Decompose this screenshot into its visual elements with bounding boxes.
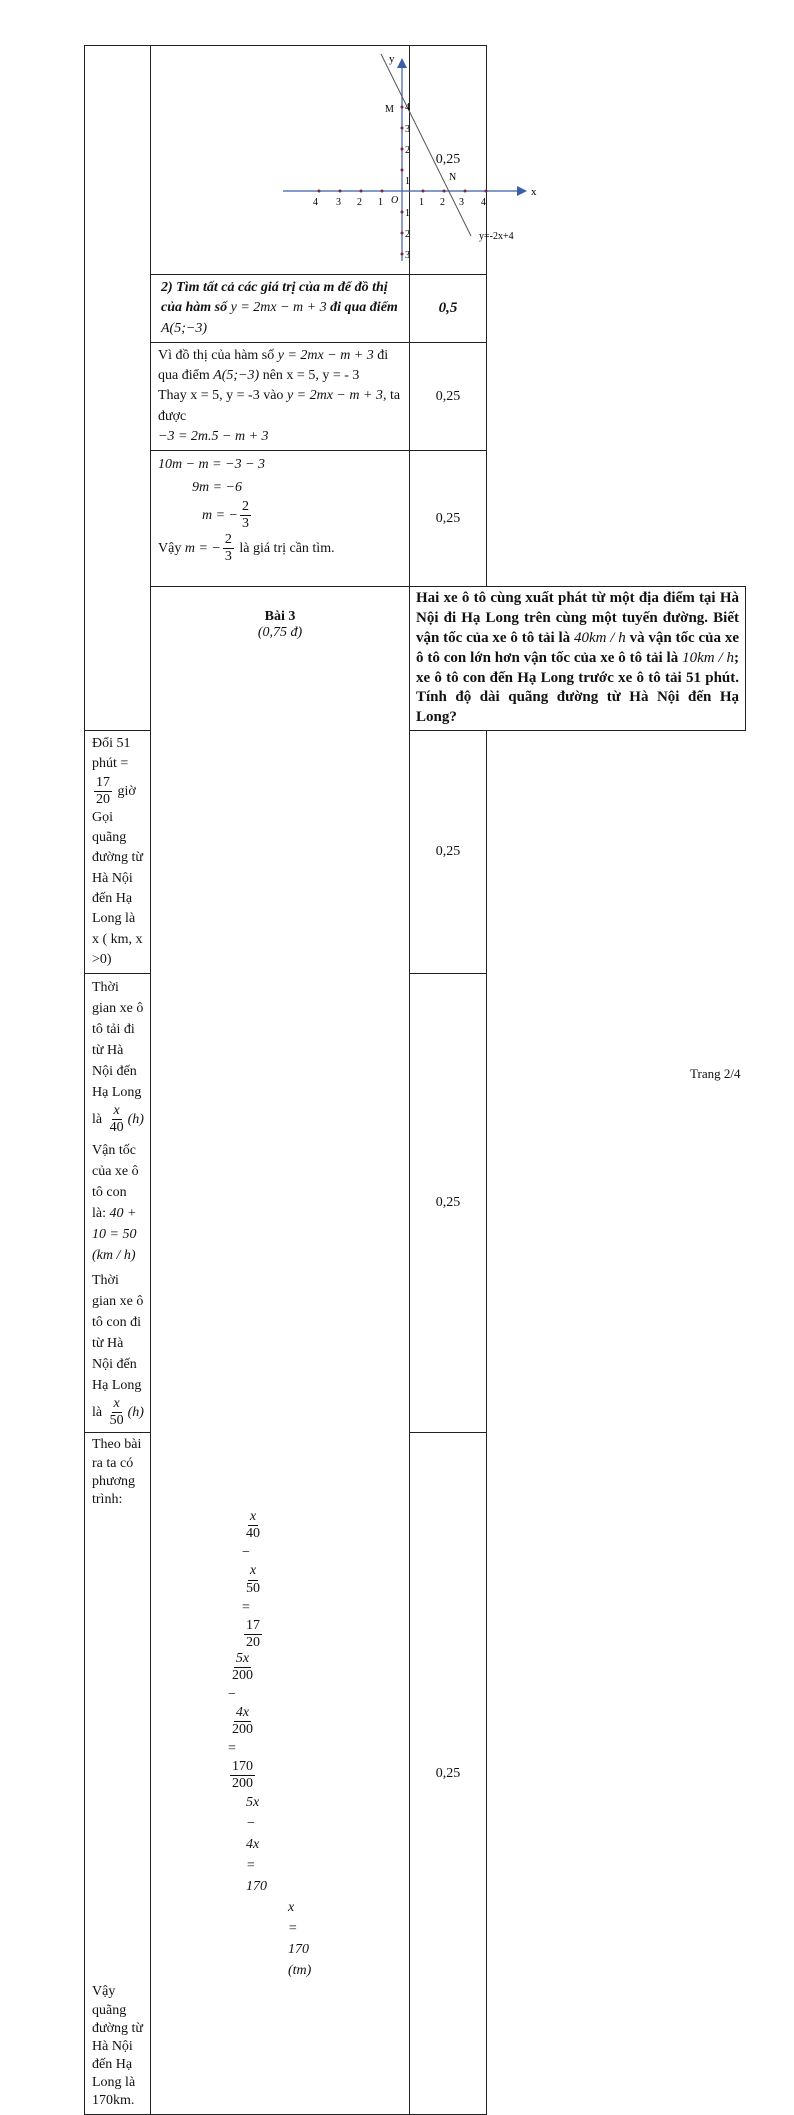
function-line xyxy=(381,54,471,236)
score-cell: 0,25 xyxy=(410,974,487,1433)
x-tick-label: 4 xyxy=(313,197,318,208)
step-line: Gọi quãng đường từ Hà Nội đến Hạ Long là x ( km, x >0) xyxy=(92,809,143,967)
page-number: Trang 2/4 xyxy=(690,1066,741,1081)
line-label: y=-2x+4 xyxy=(479,231,514,242)
y-tick-label: 3 xyxy=(405,124,410,135)
graph-row xyxy=(85,46,746,275)
x-tick-label: 2 xyxy=(440,197,445,208)
fraction: $\frac{x}{40}$ xyxy=(246,1509,260,1542)
x-axis-label: x xyxy=(531,186,537,198)
equation-line: $\frac{5x}{200}$ − $\frac{4x}{200}$ = $\frac{170}{200}$ xyxy=(228,1650,253,1792)
step-line: Vận tốc của xe ô tô con là: 40 + 10 = 50 (km / h) xyxy=(92,1143,139,1264)
step-line: Vì đồ thị của hàm số y = 2mx − m + 3 đi qua điểm A(5;−3) nên x = 5, y = - 3 xyxy=(158,347,389,384)
x-tick-label: 3 xyxy=(459,197,464,208)
point-n-label: N xyxy=(449,172,457,183)
step-line: Theo bài ra ta có phương trình: xyxy=(92,1437,142,1508)
step-line: 10m − m = −3 − 3 xyxy=(158,457,266,473)
y-tick-label: 1 xyxy=(405,176,410,187)
y-axis-label: y xyxy=(389,53,395,65)
part2-heading: 2) Tìm tất cả các giá trị của m để đồ thị của hàm số y = 2mx − m + 3 đi qua điểm A(5;−3) xyxy=(161,280,398,336)
score-cell: 0,25 xyxy=(410,730,487,973)
bai3-points: (0,75 đ) xyxy=(257,625,303,641)
coordinate-graph xyxy=(151,46,668,274)
step-line: m = − $\frac{2}{3}$ xyxy=(202,499,250,532)
equation-block: $\frac{x}{40}$ − $\frac{x}{50}$ = $\frac{17}{20}$ $\frac{5x}{200}$ − $\frac{4x}{200}$ = $\frac{170}{200}$ 5x − 4x = 170 x = 170 (tm) xyxy=(92,1509,242,1981)
y-axis-arrow-icon xyxy=(397,58,407,68)
score-cell: 0,5 xyxy=(410,275,487,343)
step-line: Vậy m = − $\frac{2}{3}$ là giá trị cần tìm. xyxy=(158,532,335,565)
fraction: $\frac{17}{20}$ xyxy=(246,1617,260,1650)
y-tick-label: 2 xyxy=(405,145,410,156)
fraction: $\frac{2}{3}$ xyxy=(242,499,250,532)
fraction: $\frac{5x}{200}$ xyxy=(232,1650,253,1683)
equation-line: x = 170 (tm) xyxy=(288,1900,312,1979)
fraction: $\frac{170}{200}$ xyxy=(232,1759,253,1792)
answer-table xyxy=(84,45,746,2115)
y-tick-label: 1 xyxy=(405,208,410,219)
y-tick-label: 4 xyxy=(405,102,410,113)
score-cell: 0,25 xyxy=(410,342,487,450)
score-cell: 0,25 xyxy=(410,451,487,587)
part2-step1-row xyxy=(85,342,746,450)
fraction: $\frac{4x}{200}$ xyxy=(232,1704,253,1738)
fraction: $\frac{x}{40}$ xyxy=(109,1103,124,1136)
part2-step2-row xyxy=(85,451,746,587)
origin-label: O xyxy=(391,195,399,206)
step-line: Đổi 51 phút = $\frac{17}{20}$ giờ xyxy=(92,735,136,807)
step-line: −3 = 2m.5 − m + 3 xyxy=(158,429,269,445)
y-tick-label: 2 xyxy=(405,229,410,240)
score-cell: 0,25 xyxy=(410,46,487,275)
step-line: 9m = −6 xyxy=(192,479,243,495)
y-tick-label: 3 xyxy=(405,250,410,261)
x-tick-label: 4 xyxy=(481,197,486,208)
x-tick-label: 1 xyxy=(419,197,424,208)
fraction: $\frac{x}{50}$ xyxy=(246,1563,260,1596)
step-line: Thời gian xe ô tô tải đi từ Hà Nội đến Hạ Long là $\frac{x}{40}$ (h) xyxy=(92,980,144,1136)
point-m-label: M xyxy=(385,104,394,115)
fraction: $\frac{2}{3}$ xyxy=(224,532,232,565)
score-cell: 0,25 xyxy=(410,1433,487,2114)
step-line: Thời gian xe ô tô con đi từ Hà Nội đến Hạ Long là $\frac{x}{50}$ (h) xyxy=(92,1273,144,1429)
bai3-label: Bài 3 xyxy=(264,609,296,625)
step-line: Thay x = 5, y = -3 vào y = 2mx − m + 3, ta được xyxy=(158,388,401,424)
x-tick-label: 3 xyxy=(336,197,341,208)
conclusion: Vậy quãng đường từ Hà Nội đến Hạ Long là 170km. xyxy=(92,1984,143,2109)
part2-heading-row xyxy=(85,275,746,343)
x-tick-label: 2 xyxy=(357,197,362,208)
bai3-problem-row xyxy=(85,587,746,731)
fraction: $\frac{x}{50}$ xyxy=(109,1396,124,1429)
bai3-problem: Hai xe ô tô cùng xuất phát từ một địa điểm tại Hà Nội đi Hạ Long trên cùng một tuyến đường. Biết vận tốc của xe ô tô tải là 40km / h và vận tốc của xe ô tô con lớn hơn vận tốc của xe ô tô tải là 10km / h; xe ô tô con đến Hạ Long trước xe ô tô tải 51 phút. Tính độ dài quãng đường từ Hà Nội đến Hạ Long? xyxy=(416,590,739,726)
x-tick-label: 1 xyxy=(378,197,383,208)
equation-line: 5x − 4x = 170 xyxy=(246,1795,267,1895)
x-axis-arrow-icon xyxy=(517,186,527,196)
fraction: $\frac{17}{20}$ xyxy=(96,774,110,807)
